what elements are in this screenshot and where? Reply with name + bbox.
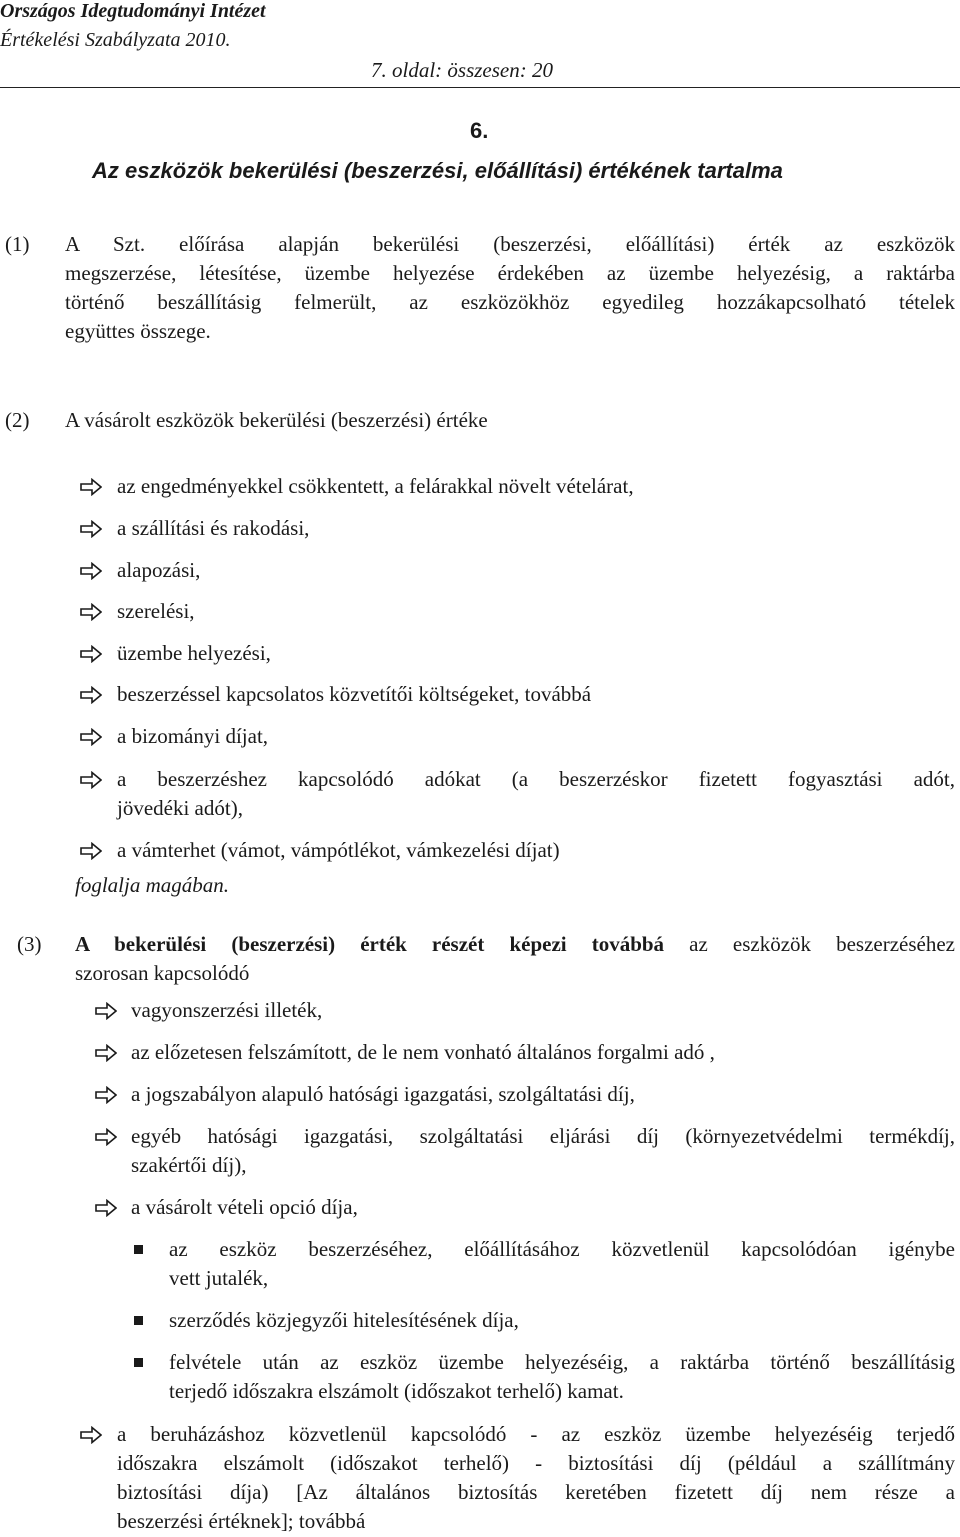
arrow-bullet-icon [95,1128,117,1146]
arrow-bullet-icon [95,1086,117,1104]
list-item: a beruházáshoz közvetlenül kapcsolódó - az eszköz üzembe helyezéséig terjedő [117,1422,955,1446]
list-item: beszerzéssel kapcsolatos közvetítői költségeket, továbbá [117,682,592,706]
paragraph-3-number: (3) [17,932,42,956]
list-item: a szállítási és rakodási, [117,516,310,540]
list-item: az engedményekkel csökkentett, a felárakkal növelt vételárat, [117,474,634,498]
list-item-continuation: időszakra elszámolt (időszakot terhelő) - biztosítási díj (például a szállítmány [117,1451,955,1475]
header-org: Országos Idegtudományi Intézet [0,0,266,22]
arrow-bullet-icon [95,1044,117,1062]
paragraph-1-line: együttes összege. [65,319,211,343]
list-item: az előzetesen felszámított, de le nem vonható általános forgalmi adó , [131,1040,715,1064]
paragraph-1-line: A Szt. előírása alapján bekerülési (beszerzési, előállítási) érték az eszközök [65,232,955,256]
arrow-bullet-icon [80,520,102,538]
list-item-continuation: biztosítási díja) [Az általános biztosítás keretében fizetett díj nem része a [117,1480,955,1504]
paragraph-1-number: (1) [5,232,30,256]
arrow-bullet-icon [80,562,102,580]
header-subtitle: Értékelési Szabályzata 2010. [0,29,231,51]
arrow-bullet-icon [80,603,102,621]
list-item: a beszerzéshez kapcsolódó adókat (a beszerzéskor fizetett fogyasztási adót, [117,767,955,791]
sub-list-item: szerződés közjegyzői hitelesítésének díja, [169,1308,519,1332]
paragraph-3-intro-line2: szorosan kapcsolódó [75,961,250,985]
list-item: a bizományi díjat, [117,724,269,748]
square-bullet-icon [134,1358,143,1367]
arrow-bullet-icon [80,771,102,789]
paragraph-2-number: (2) [5,408,30,432]
arrow-bullet-icon [80,686,102,704]
section-number: 6. [470,118,489,143]
paragraph-3-intro-rest: az eszközök beszerzéséhez [664,932,956,956]
header-rule [0,87,960,88]
paragraph-2-intro: A vásárolt eszközök bekerülési (beszerzési) értéke [65,408,488,432]
sub-list-item: az eszköz beszerzéséhez, előállításához közvetlenül kapcsolódóan igénybe [169,1237,955,1261]
list-item: a vásárolt vételi opció díja, [131,1195,358,1219]
list-item-continuation: szakértői díj), [131,1153,247,1177]
header-page-number: 7. oldal: összesen: 20 [371,58,553,82]
sub-list-item-continuation: terjedő időszakra elszámolt (időszakot terhelő) kamat. [169,1379,624,1403]
section-title: Az eszközök bekerülési (beszerzési, előállítási) értékének tartalma [92,158,783,183]
square-bullet-icon [134,1316,143,1325]
sub-list-item-continuation: vett jutalék, [169,1266,269,1290]
list-item: alapozási, [117,558,201,582]
paragraph-2-closing: foglalja magában. [75,873,230,897]
paragraph-1-line: történő beszállításig felmerült, az eszközökhöz egyedileg hozzákapcsolható tételek [65,290,955,314]
list-item: vagyonszerzési illeték, [131,998,323,1022]
paragraph-1-line: megszerzése, létesítése, üzembe helyezése érdekében az üzembe helyezésig, a raktárba [65,261,955,285]
arrow-bullet-icon [95,1002,117,1020]
paragraph-3-intro [75,930,955,959]
arrow-bullet-icon [95,1199,117,1217]
sub-list-item: felvétele után az eszköz üzembe helyezéséig, a raktárba történő beszállításig [169,1350,955,1374]
list-item: a jogszabályon alapuló hatósági igazgatási, szolgáltatási díj, [131,1082,635,1106]
arrow-bullet-icon [80,478,102,496]
arrow-bullet-icon [80,645,102,663]
paragraph-3-intro-bold: A bekerülési (beszerzési) érték részét képezi továbbá [75,932,665,956]
arrow-bullet-icon [80,728,102,746]
list-item: üzembe helyezési, [117,641,271,665]
list-item-continuation: beszerzési értéknek]; továbbá [117,1509,366,1533]
list-item-continuation: jövedéki adót), [117,796,243,820]
arrow-bullet-icon [80,842,102,860]
list-item: szerelési, [117,599,195,623]
list-item: a vámterhet (vámot, vámpótlékot, vámkezelési díjat) [117,838,560,862]
square-bullet-icon [134,1245,143,1254]
arrow-bullet-icon [80,1426,102,1444]
list-item: egyéb hatósági igazgatási, szolgáltatási eljárási díj (környezetvédelmi termékdíj, [131,1124,955,1148]
